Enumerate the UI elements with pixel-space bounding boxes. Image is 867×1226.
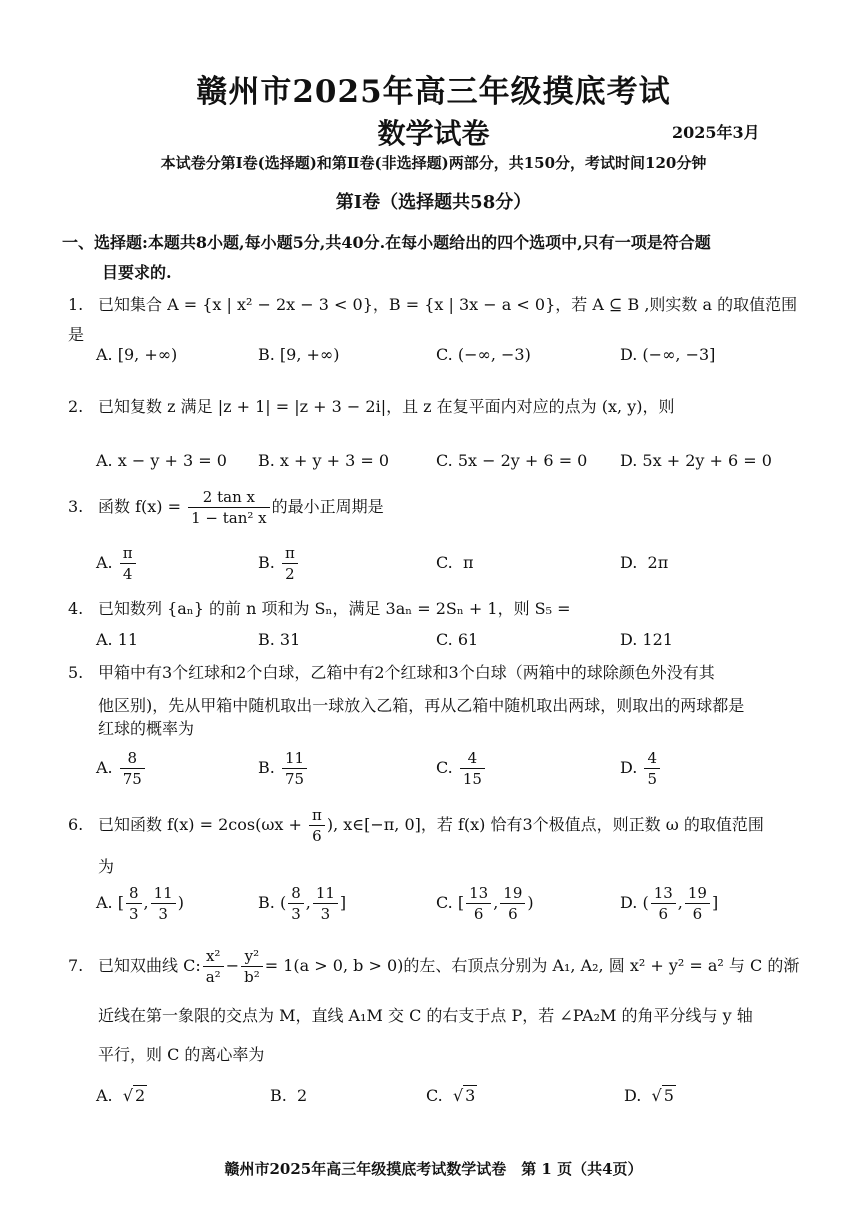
question-3: [68, 485, 808, 529]
question-7-line2: 近线在第一象限的交点为 M，直线 A₁M 交 C 的右支于点 P，若 ∠PA₂M 的角平分线与 y 轴: [98, 1006, 753, 1025]
sqrt-sign: √: [651, 1086, 662, 1105]
question-text-suffix: = 1(a > 0, b > 0)的左、右顶点分别为 A₁, A₂, 圆 x² + y² = a² 与 C 的渐: [264, 956, 800, 975]
question-2: [68, 392, 808, 422]
question-text: 已知集合 A = {x | x² − 2x − 3 < 0}，B = {x | 3x − a < 0}，若 A ⊆ B ,则实数 a 的取值范围是: [68, 295, 798, 344]
question-5-line3: 红球的概率为: [98, 719, 195, 738]
fraction: [644, 748, 660, 789]
question-number: 1.: [68, 295, 84, 314]
q1-option-c: C. (−∞, −3): [436, 345, 531, 364]
option-text: 2: [297, 1086, 308, 1105]
q5-option-d: [620, 748, 662, 789]
instructions-line2: 目要求的.: [102, 263, 172, 282]
q7-option-c: [426, 1086, 477, 1105]
q5-option-b: [258, 748, 309, 789]
option-text: 2π: [647, 553, 669, 572]
fraction: [460, 748, 485, 789]
q7-option-d: [624, 1086, 676, 1105]
interval-open: [: [457, 893, 465, 912]
fraction-numerator: x²: [203, 946, 224, 967]
fraction-numerator: 4: [644, 748, 660, 769]
q2-option-a: A. x − y + 3 = 0: [96, 451, 227, 470]
fraction-denominator: a²: [205, 968, 221, 986]
section-heading: 第Ⅰ卷（选择题共58分）: [335, 192, 532, 213]
page-footer: 赣州市2025年高三年级摸底考试数学试卷 第 1 页（共4页）: [224, 1160, 643, 1178]
fraction-denominator: 3: [320, 905, 331, 923]
option-label: A.: [96, 893, 113, 912]
q1-option-b: B. [9, +∞): [258, 345, 340, 364]
q4-option-a: A. 11: [96, 630, 139, 649]
interval-open: (: [279, 893, 287, 912]
q4-option-b: B. 31: [258, 630, 301, 649]
fraction-denominator: 6: [658, 905, 668, 923]
fraction: [151, 883, 176, 924]
fraction: [685, 883, 710, 924]
fraction-denominator: 6: [473, 905, 484, 923]
q3-option-c: [436, 553, 473, 572]
option-label: B.: [270, 1086, 287, 1105]
fraction-numerator: π: [282, 543, 298, 564]
question-number: 3.: [68, 497, 84, 516]
sqrt-radicand: 5: [663, 1086, 674, 1105]
sqrt-radicand: 2: [135, 1086, 146, 1105]
sqrt-radicand: 3: [465, 1086, 476, 1105]
q6-option-b: B. ( $\frac{8}{3}$ , $\frac{11}{3}$ ]: [258, 884, 347, 923]
option-label: B.: [258, 758, 275, 777]
q7-option-b: [270, 1086, 307, 1105]
option-label: C.: [436, 758, 453, 777]
fraction-numerator: 11: [313, 883, 338, 904]
fraction-numerator: 11: [282, 748, 307, 769]
fraction-denominator: 3: [128, 905, 139, 923]
fraction-numerator: 11: [151, 883, 176, 904]
option-label: C.: [426, 1086, 443, 1105]
fraction: [651, 883, 676, 924]
question-number: 6.: [68, 815, 84, 834]
question-7: 7. 已知双曲线 C: $\frac{\text{x²}}{\text{a²}}$ − $\frac{\text{y²}}{\text{b²}}$ = 1(a > 0, b > 0)的左、右顶点分别为 A₁, A₂, 圆 x² + y² = a² 与 C 的渐: [68, 944, 808, 988]
fraction: [241, 946, 263, 987]
q4-option-d: D. 121: [620, 630, 673, 649]
sqrt-sign: √: [122, 1086, 134, 1105]
fraction-denominator: 3: [158, 905, 168, 923]
option-label: D.: [624, 1086, 642, 1105]
fraction-denominator: 4: [122, 565, 133, 583]
option-label: A.: [96, 1086, 113, 1105]
fraction: [500, 883, 525, 924]
fraction-denominator: 75: [284, 770, 305, 788]
fraction-numerator: y²: [241, 946, 263, 967]
q3-option-d: [620, 553, 668, 572]
fraction-numerator: 13: [466, 883, 491, 904]
q6-option-d: D. ( $\frac{13}{6}$ , $\frac{19}{6}$ ]: [620, 884, 719, 923]
question-text-prefix: 已知函数 f(x) = 2cos(ωx +: [98, 815, 302, 834]
option-label: D.: [620, 893, 638, 912]
fraction-denominator: 2: [285, 565, 295, 583]
question-number: 7.: [68, 956, 84, 975]
question-number: 5.: [68, 663, 84, 682]
fraction: [466, 883, 491, 924]
exam-subtitle: 数学试卷: [377, 117, 490, 150]
question-text-prefix: 函数 f(x) =: [98, 497, 182, 516]
exam-intro: 本试卷分第Ⅰ卷(选择题)和第Ⅱ卷(非选择题)两部分，共150分，考试时间120分钟: [160, 154, 707, 172]
interval-close: ): [177, 893, 184, 912]
sqrt-sign: √: [452, 1086, 464, 1105]
q6-option-a: A. [ $\frac{8}{3}$ , $\frac{11}{3}$ ): [96, 884, 184, 923]
fraction: [313, 883, 338, 924]
fraction: [309, 805, 325, 846]
q1-option-d: D. (−∞, −3]: [620, 345, 716, 364]
question-5: [68, 656, 808, 689]
fraction: [282, 543, 298, 584]
fraction-numerator: 8: [120, 748, 145, 769]
option-label: C.: [436, 893, 453, 912]
fraction-denominator: 6: [508, 905, 518, 923]
q3-option-b: [258, 543, 300, 584]
option-label: D.: [620, 758, 638, 777]
q2-option-b: B. x + y + 3 = 0: [258, 451, 390, 470]
fraction-numerator: 8: [126, 883, 142, 904]
fraction-numerator: 13: [651, 883, 676, 904]
fraction-numerator: 8: [288, 883, 304, 904]
fraction-denominator: 1 − tan² x: [191, 509, 267, 527]
q5-option-c: [436, 748, 487, 789]
exam-date: 2025年3月: [672, 123, 760, 142]
question-number: 2.: [68, 397, 84, 416]
fraction-denominator: 3: [291, 905, 301, 923]
option-label: D.: [620, 553, 638, 572]
fraction-denominator: 15: [462, 770, 482, 788]
question-text: 已知复数 z 满足 |z + 1| = |z + 3 − 2i|，且 z 在复平面内对应的点为 (x, y)，则: [98, 397, 675, 416]
q2-option-c: C. 5x − 2y + 6 = 0: [436, 451, 588, 470]
fraction: [203, 946, 224, 987]
option-label: C.: [436, 553, 453, 572]
fraction-numerator: 4: [460, 748, 485, 769]
q5-option-a: [96, 748, 147, 789]
question-text-prefix: 已知双曲线 C:: [98, 956, 201, 975]
q7-option-a: [96, 1086, 147, 1105]
fraction: [120, 748, 145, 789]
q3-option-a: [96, 543, 138, 584]
q4-option-c: C. 61: [436, 630, 479, 649]
question-text-suffix: ), x∈[−π, 0]，若 f(x) 恰有3个极值点，则正数 ω 的取值范围: [326, 815, 764, 834]
question-number: 4.: [68, 599, 84, 618]
option-label: A.: [96, 553, 113, 572]
q1-option-a: A. [9, +∞): [96, 345, 178, 364]
fraction: [188, 487, 270, 528]
instructions: [62, 228, 807, 288]
fraction: [288, 883, 304, 924]
fraction-denominator: 6: [692, 905, 703, 923]
fraction-denominator: 5: [647, 770, 657, 788]
question-text-suffix: 的最小正周期是: [271, 497, 384, 516]
interval-close: ): [527, 893, 534, 912]
fraction: [120, 543, 136, 584]
fraction-denominator: b²: [244, 968, 260, 986]
question-4: [68, 594, 808, 624]
option-label: A.: [96, 758, 113, 777]
question-5-line2: 他区别)，先从甲箱中随机取出一球放入乙箱，再从乙箱中随机取出两球，则取出的两球都是: [98, 696, 745, 715]
q6-option-c: C. [ $\frac{13}{6}$ , $\frac{19}{6}$ ): [436, 884, 534, 923]
question-6-line2: 为: [98, 857, 115, 876]
instructions-line1: 一、选择题:本题共8小题,每小题5分,共40分.在每小题给出的四个选项中,只有一项是符合题: [62, 233, 711, 252]
question-line1: 甲箱中有3个红球和2个白球，乙箱中有2个红球和3个白球（两箱中的球除颜色外没有其: [98, 663, 715, 682]
fraction-numerator: 2 tan x: [188, 487, 270, 508]
fraction-numerator: 19: [685, 883, 710, 904]
exam-title: 赣州市2025年高三年级摸底考试: [196, 74, 671, 110]
option-text: π: [462, 553, 474, 572]
interval-open: [: [117, 893, 124, 912]
interval-close: ]: [711, 893, 719, 912]
fraction-numerator: π: [309, 805, 325, 826]
question-6: [68, 803, 808, 847]
fraction-numerator: 19: [500, 883, 525, 904]
fraction-denominator: 75: [122, 770, 142, 788]
interval-close: ]: [339, 893, 347, 912]
option-label: B.: [258, 553, 275, 572]
question-7-line3: 平行，则 C 的离心率为: [98, 1045, 265, 1064]
fraction-numerator: π: [120, 543, 136, 564]
fraction-denominator: 6: [312, 827, 322, 845]
q2-option-d: D. 5x + 2y + 6 = 0: [620, 451, 772, 470]
question-text: 已知数列 {aₙ} 的前 n 项和为 Sₙ，满足 3aₙ = 2Sₙ + 1，则 S₅ =: [98, 599, 571, 618]
fraction: [282, 748, 307, 789]
interval-open: (: [642, 893, 649, 912]
option-label: B.: [258, 893, 275, 912]
question-1: [68, 290, 808, 350]
fraction: [126, 883, 142, 924]
